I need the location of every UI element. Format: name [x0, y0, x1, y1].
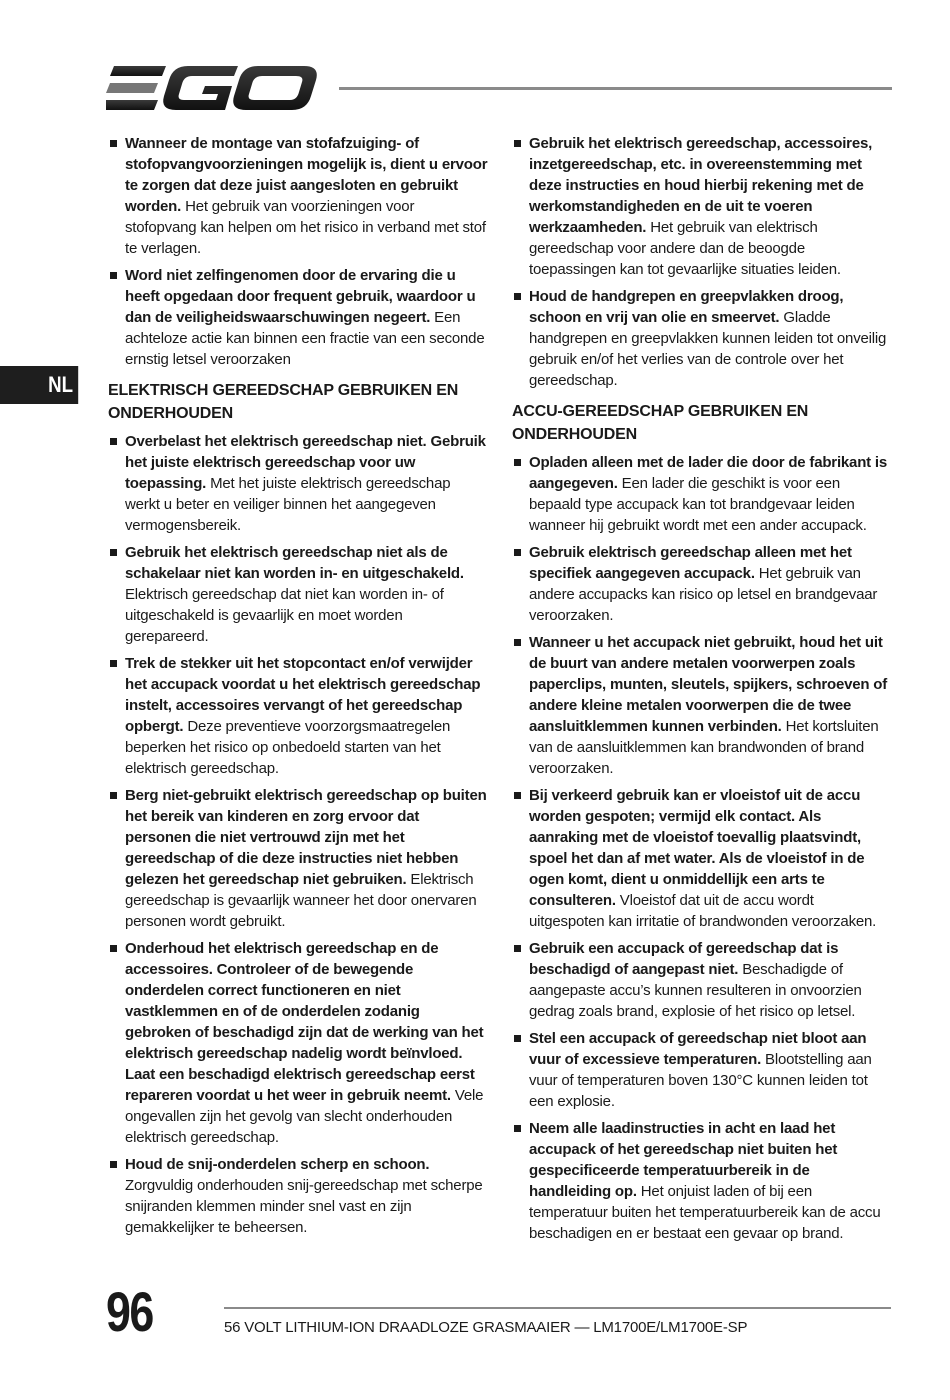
- item-text: Het onjuist laden of bij een temperatuur buiten het temperatuurbereik kan de accu beschadigen en er bestaat een gevaar op brand.: [529, 1183, 881, 1242]
- item-bold: Onderhoud het elektrisch gereedschap en de accessoires. Controleer of de bewegende onderdelen correct functioneren en niet vastklemmen en of de onderdelen zodanig gebroken of beschadigd zijn dat de werking van het elektrisch gereedschap nadelig wordt beïnvloed. Laat een beschadigd elektrisch gereedschap eerst repareren voordat u het weer in gebruik neemt.: [125, 940, 484, 1104]
- list-item: [512, 542, 890, 626]
- item-bold: Gebruik een accupack of gereedschap dat is beschadigd of aangepast niet.: [529, 940, 839, 978]
- bullet-icon: [514, 1035, 521, 1042]
- bullet-icon: [514, 1125, 521, 1132]
- ego-logo: [106, 64, 318, 112]
- bullet-icon: [514, 549, 521, 556]
- bullet-icon: [110, 272, 117, 279]
- item-bold: Opladen alleen met de lader die door de fabrikant is aangegeven.: [529, 454, 888, 492]
- list-item: [512, 452, 890, 536]
- list-item: [108, 785, 488, 932]
- bullet-icon: [110, 792, 117, 799]
- item-bold: Neem alle laadinstructies in acht en laad het accupack of het gereedschap niet buiten het gespecificeerde temperatuurbereik in de handleiding op.: [529, 1120, 838, 1200]
- item-text: Het gebruik van andere accupacks kan risico op letsel en brandgevaar veroorzaken.: [529, 565, 878, 624]
- list-item: [108, 431, 488, 536]
- bullet-icon: [514, 639, 521, 646]
- item-text: Zorgvuldig onderhouden snij-gereedschap met scherpe snijranden klemmen minder snel vast en zijn gemakkelijker te beheersen.: [125, 1177, 483, 1236]
- list-item: [108, 653, 488, 779]
- left-column: [108, 133, 488, 1244]
- list-item: [512, 1118, 890, 1244]
- bullet-icon: [110, 660, 117, 667]
- bullet-icon: [514, 140, 521, 147]
- list-item: [512, 133, 890, 280]
- item-text: Een lader die geschikt is voor een bepaald type accupack kan tot brandgevaar leiden wanneer hij gebruikt wordt met een ander accupack.: [529, 475, 867, 534]
- bullet-icon: [110, 140, 117, 147]
- item-bold: Wanneer u het accupack niet gebruikt, houd het uit de buurt van andere metalen voorwerpen zoals paperclips, munten, sleutels, spijkers, schroeven of andere kleine metalen voorwerpen die de twee aansluitklemmen kunnen verbinden.: [529, 634, 888, 735]
- item-bold: Gebruik het elektrisch gereedschap niet als de schakelaar niet kan worden in- en uitgeschakeld.: [125, 544, 464, 582]
- footer-title: 56 VOLT LITHIUM-ION DRAADLOZE GRASMAAIER — LM1700E/LM1700E-SP: [224, 1319, 748, 1336]
- bullet-icon: [110, 1161, 117, 1168]
- list-item: [512, 286, 890, 391]
- language-tab: NL: [0, 366, 78, 404]
- bullet-icon: [110, 945, 117, 952]
- list-item: [108, 133, 488, 259]
- item-text: Vele ongevallen zijn het gevolg van slecht onderhouden elektrisch gereedschap.: [125, 1087, 484, 1146]
- bullet-icon: [110, 549, 117, 556]
- item-bold: Houd de snij-onderdelen scherp en schoon.: [125, 1156, 430, 1173]
- item-bold: Bij verkeerd gebruik kan er vloeistof uit de accu worden gespoten; vermijd elk contact. Als aanraking met de vloeistof toevallig plaatsvindt, spoel het dan af met water. Als de vloeistof in de ogen komt, dient u onmiddellijk een arts te consulteren.: [529, 787, 865, 909]
- list-item: [512, 785, 890, 932]
- item-text: Elektrisch gereedschap is gevaarlijk wanneer het door onervaren personen wordt gebruikt.: [125, 871, 477, 930]
- item-bold: Berg niet-gebruikt elektrisch gereedschap op buiten het bereik van kinderen en zorg ervoor dat personen die niet vertrouwd zijn met het gereedschap of die deze instructies niet hebben gelezen het gereedschap niet gebruiken.: [125, 787, 487, 888]
- list-item: [512, 632, 890, 779]
- item-text: Een achteloze actie kan binnen een fractie van een seconde ernstig letsel veroorzaken: [125, 309, 485, 368]
- item-text: Elektrisch gereedschap dat niet kan worden in- of uitgeschakeld is gevaarlijk en moet worden gerepareerd.: [125, 586, 444, 645]
- item-bold: Gebruik elektrisch gereedschap alleen met het specifiek aangegeven accupack.: [529, 544, 852, 582]
- item-text: Gladde handgrepen en greepvlakken kunnen leiden tot onveilig gebruik en/of het verlies van de controle over het gereedschap.: [529, 309, 887, 389]
- bullet-icon: [514, 792, 521, 799]
- list-item: [108, 938, 488, 1148]
- item-text: Blootstelling aan vuur of temperaturen boven 130°C kunnen leiden tot een explosie.: [529, 1051, 872, 1110]
- bullet-icon: [514, 459, 521, 466]
- item-bold: Trek de stekker uit het stopcontact en/of verwijder het accupack voordat u het elektrisch gereedschap instelt, accessoires vervangt of het gereedschap opbergt.: [125, 655, 481, 735]
- item-bold: Wanneer de montage van stofafzuiging- of stofopvangvoorzieningen mogelijk is, dient u ervoor te zorgen dat deze juist aangesloten en gebruikt worden.: [125, 135, 488, 215]
- bullet-icon: [514, 945, 521, 952]
- header-rule: [339, 87, 892, 90]
- item-bold: Stel een accupack of gereedschap niet bloot aan vuur of excessieve temperaturen.: [529, 1030, 867, 1068]
- list-item: [512, 938, 890, 1022]
- item-text: Beschadigde of aangepaste accu’s kunnen resulteren in onvoorzien gedrag zoals brand, explosie of het risico op letsel.: [529, 961, 862, 1020]
- item-text: Vloeistof dat uit de accu wordt uitgespoten kan irritatie of brandwonden veroorzaken.: [529, 892, 877, 930]
- item-bold: Overbelast het elektrisch gereedschap niet. Gebruik het juiste elektrisch gereedschap voor uw toepassing.: [125, 433, 486, 492]
- item-bold: Houd de handgrepen en greepvlakken droog, schoon en vrij van olie en smeervet.: [529, 288, 844, 326]
- bullet-icon: [110, 438, 117, 445]
- section-heading: ACCU-GEREEDSCHAP GEBRUIKEN EN ONDERHOUDEN: [512, 403, 809, 443]
- section-heading: ELEKTRISCH GEREEDSCHAP GEBRUIKEN EN ONDERHOUDEN: [108, 382, 459, 422]
- item-text: Het gebruik van elektrisch gereedschap voor andere dan de beoogde toepassingen kan tot gevaarlijke situaties leiden.: [529, 219, 841, 278]
- list-item: [108, 265, 488, 370]
- bullet-icon: [514, 293, 521, 300]
- footer-rule: [224, 1307, 891, 1309]
- list-item: [512, 1028, 890, 1112]
- item-bold: Word niet zelfingenomen door de ervaring die u heeft opgedaan door frequent gebruik, waardoor u dan de veiligheidswaarschuwingen negeert.: [125, 267, 476, 326]
- list-item: [108, 542, 488, 647]
- list-item: [108, 1154, 488, 1238]
- item-text: Het gebruik van voorzieningen voor stofopvang kan helpen om het risico in verband met stof te verlagen.: [125, 198, 486, 257]
- item-text: Het kortsluiten van de aansluitklemmen kan brandwonden of brand veroorzaken.: [529, 718, 879, 777]
- page-number: 96: [106, 1280, 153, 1343]
- item-text: Deze preventieve voorzorgsmaatregelen beperken het risico op onbedoeld starten van het elektrisch gereedschap.: [125, 718, 451, 777]
- item-text: Met het juiste elektrisch gereedschap werkt u beter en veiliger binnen het aangegeven vermogensbereik.: [125, 475, 451, 534]
- item-bold: Gebruik het elektrisch gereedschap, accessoires, inzetgereedschap, etc. in overeenstemming met deze instructies en houd hierbij rekening met de werkomstandigheden en de uit te voeren werkzaamheden.: [529, 135, 873, 236]
- right-column: [512, 133, 890, 1250]
